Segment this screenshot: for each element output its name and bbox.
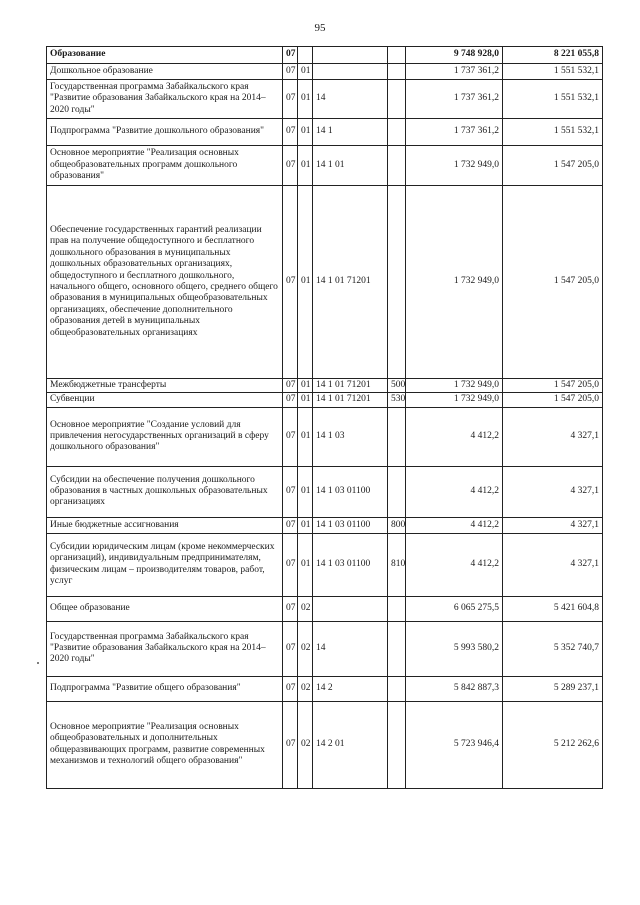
target-article-code: 14 1 01 71201 — [313, 186, 388, 379]
section-code: 07 — [283, 701, 298, 788]
amount-year-1: 4 412,2 — [406, 533, 503, 596]
subsection-code: 02 — [298, 676, 313, 701]
amount-year-2: 5 289 237,1 — [503, 676, 603, 701]
row-name: Межбюджетные трансферты — [47, 379, 283, 393]
amount-year-1: 4 412,2 — [406, 407, 503, 466]
expense-type-code — [388, 466, 406, 517]
target-article-code: 14 — [313, 80, 388, 119]
section-code: 07 — [283, 64, 298, 80]
table-row — [47, 119, 603, 146]
expense-type-code — [388, 119, 406, 146]
section-code: 07 — [283, 596, 298, 621]
row-name: Субсидии юридическим лицам (кроме некоммерческих организаций), индивидуальным предпринимателям, физическим лицам – производителям товаров, работ, услуг — [47, 533, 283, 596]
section-code: 07 — [283, 407, 298, 466]
section-code: 07 — [283, 517, 298, 533]
expense-type-code: 530 — [388, 393, 406, 407]
subsection-code: 02 — [298, 701, 313, 788]
row-name: Основное мероприятие "Реализация основных общеобразовательных программ дошкольного образования" — [47, 146, 283, 186]
row-name: Иные бюджетные ассигнования — [47, 517, 283, 533]
amount-year-1: 1 737 361,2 — [406, 119, 503, 146]
amount-year-2: 5 421 604,8 — [503, 596, 603, 621]
amount-year-2: 1 551 532,1 — [503, 80, 603, 119]
expense-type-code — [388, 676, 406, 701]
target-article-code: 14 1 03 01100 — [313, 533, 388, 596]
amount-year-1: 5 993 580,2 — [406, 621, 503, 676]
amount-year-1: 5 842 887,3 — [406, 676, 503, 701]
table-row — [47, 379, 603, 393]
section-code: 07 — [283, 80, 298, 119]
subsection-code: 01 — [298, 379, 313, 393]
row-name: Государственная программа Забайкальского края "Развитие образования Забайкальского края на 2014–2020 годы" — [47, 621, 283, 676]
section-code: 07 — [283, 47, 298, 64]
expense-type-code — [388, 621, 406, 676]
amount-year-1: 1 737 361,2 — [406, 80, 503, 119]
expense-type-code — [388, 186, 406, 379]
target-article-code — [313, 47, 388, 64]
table-row — [47, 186, 603, 379]
amount-year-2: 8 221 055,8 — [503, 47, 603, 64]
section-code: 07 — [283, 621, 298, 676]
section-code: 07 — [283, 186, 298, 379]
row-name: Дошкольное образование — [47, 64, 283, 80]
subsection-code: 02 — [298, 621, 313, 676]
expense-type-code — [388, 701, 406, 788]
target-article-code: 14 1 03 01100 — [313, 466, 388, 517]
amount-year-2: 1 547 205,0 — [503, 393, 603, 407]
section-code: 07 — [283, 393, 298, 407]
row-name: Подпрограмма "Развитие дошкольного образования" — [47, 119, 283, 146]
target-article-code: 14 1 01 71201 — [313, 379, 388, 393]
table-row — [47, 146, 603, 186]
amount-year-1: 1 732 949,0 — [406, 393, 503, 407]
amount-year-2: 5 352 740,7 — [503, 621, 603, 676]
table-row — [47, 676, 603, 701]
expense-type-code — [388, 596, 406, 621]
table-row — [47, 407, 603, 466]
amount-year-1: 1 737 361,2 — [406, 64, 503, 80]
section-code: 07 — [283, 676, 298, 701]
subsection-code: 01 — [298, 407, 313, 466]
amount-year-2: 1 551 532,1 — [503, 119, 603, 146]
section-code: 07 — [283, 533, 298, 596]
expense-type-code — [388, 407, 406, 466]
amount-year-2: 1 547 205,0 — [503, 186, 603, 379]
target-article-code — [313, 64, 388, 80]
amount-year-1: 6 065 275,5 — [406, 596, 503, 621]
table-row — [47, 621, 603, 676]
row-name: Общее образование — [47, 596, 283, 621]
amount-year-2: 4 327,1 — [503, 466, 603, 517]
amount-year-2: 1 547 205,0 — [503, 379, 603, 393]
row-name: Подпрограмма "Развитие общего образования" — [47, 676, 283, 701]
row-name: Государственная программа Забайкальского края "Развитие образования Забайкальского края на 2014–2020 годы" — [47, 80, 283, 119]
amount-year-2: 5 212 262,6 — [503, 701, 603, 788]
row-name: Основное мероприятие "Создание условий для привлечения негосударственных организаций в сферу дошкольного образования" — [47, 407, 283, 466]
table-row — [47, 393, 603, 407]
amount-year-1: 1 732 949,0 — [406, 186, 503, 379]
row-name: Субвенции — [47, 393, 283, 407]
target-article-code — [313, 596, 388, 621]
subsection-code: 01 — [298, 64, 313, 80]
table-row — [47, 533, 603, 596]
amount-year-1: 1 732 949,0 — [406, 146, 503, 186]
subsection-code — [298, 47, 313, 64]
page-number: 95 — [314, 22, 326, 34]
target-article-code: 14 — [313, 621, 388, 676]
subsection-code: 02 — [298, 596, 313, 621]
amount-year-2: 4 327,1 — [503, 517, 603, 533]
amount-year-1: 5 723 946,4 — [406, 701, 503, 788]
target-article-code: 14 1 03 01100 — [313, 517, 388, 533]
target-article-code: 14 2 — [313, 676, 388, 701]
amount-year-1: 4 412,2 — [406, 466, 503, 517]
expense-type-code: 810 — [388, 533, 406, 596]
amount-year-2: 1 551 532,1 — [503, 64, 603, 80]
subsection-code: 01 — [298, 466, 313, 517]
target-article-code: 14 2 01 — [313, 701, 388, 788]
subsection-code: 01 — [298, 517, 313, 533]
expense-type-code — [388, 47, 406, 64]
row-name: Субсидии на обеспечение получения дошкольного образования в частных дошкольных образовательных организациях — [47, 466, 283, 517]
target-article-code: 14 1 03 — [313, 407, 388, 466]
table-row — [47, 80, 603, 119]
subsection-code: 01 — [298, 146, 313, 186]
margin-dot — [37, 662, 39, 664]
amount-year-2: 1 547 205,0 — [503, 146, 603, 186]
table-row — [47, 47, 603, 64]
subsection-code: 01 — [298, 80, 313, 119]
subsection-code: 01 — [298, 533, 313, 596]
section-code: 07 — [283, 119, 298, 146]
row-name: Обеспечение государственных гарантий реализации прав на получение общедоступного и бесплатного дошкольного образования в муниципальных дошкольных образовательных организациях, общедоступного и бесплатного дошкольного, начального общего, основного общего, среднего общего образования в муниципальных общеобразовательных организациях, обеспечение дополнительного образования детей в муниципальных общеобразовательных организациях — [47, 186, 283, 379]
row-name: Основное мероприятие "Реализация основных общеобразовательных и дополнительных общеразвивающих программ, развитие современных механизмов и технологий общего образования" — [47, 701, 283, 788]
section-code: 07 — [283, 466, 298, 517]
amount-year-2: 4 327,1 — [503, 407, 603, 466]
section-code: 07 — [283, 146, 298, 186]
amount-year-1: 4 412,2 — [406, 517, 503, 533]
target-article-code: 14 1 01 71201 — [313, 393, 388, 407]
row-name: Образование — [47, 47, 283, 64]
amount-year-1: 9 748 928,0 — [406, 47, 503, 64]
table-row — [47, 466, 603, 517]
table-row — [47, 701, 603, 788]
table-row — [47, 517, 603, 533]
target-article-code: 14 1 — [313, 119, 388, 146]
expense-type-code: 500 — [388, 379, 406, 393]
expense-type-code: 800 — [388, 517, 406, 533]
budget-table — [46, 46, 603, 789]
subsection-code: 01 — [298, 186, 313, 379]
section-code: 07 — [283, 379, 298, 393]
amount-year-2: 4 327,1 — [503, 533, 603, 596]
amount-year-1: 1 732 949,0 — [406, 379, 503, 393]
expense-type-code — [388, 80, 406, 119]
subsection-code: 01 — [298, 393, 313, 407]
expense-type-code — [388, 146, 406, 186]
table-row — [47, 64, 603, 80]
table-row — [47, 596, 603, 621]
expense-type-code — [388, 64, 406, 80]
subsection-code: 01 — [298, 119, 313, 146]
target-article-code: 14 1 01 — [313, 146, 388, 186]
